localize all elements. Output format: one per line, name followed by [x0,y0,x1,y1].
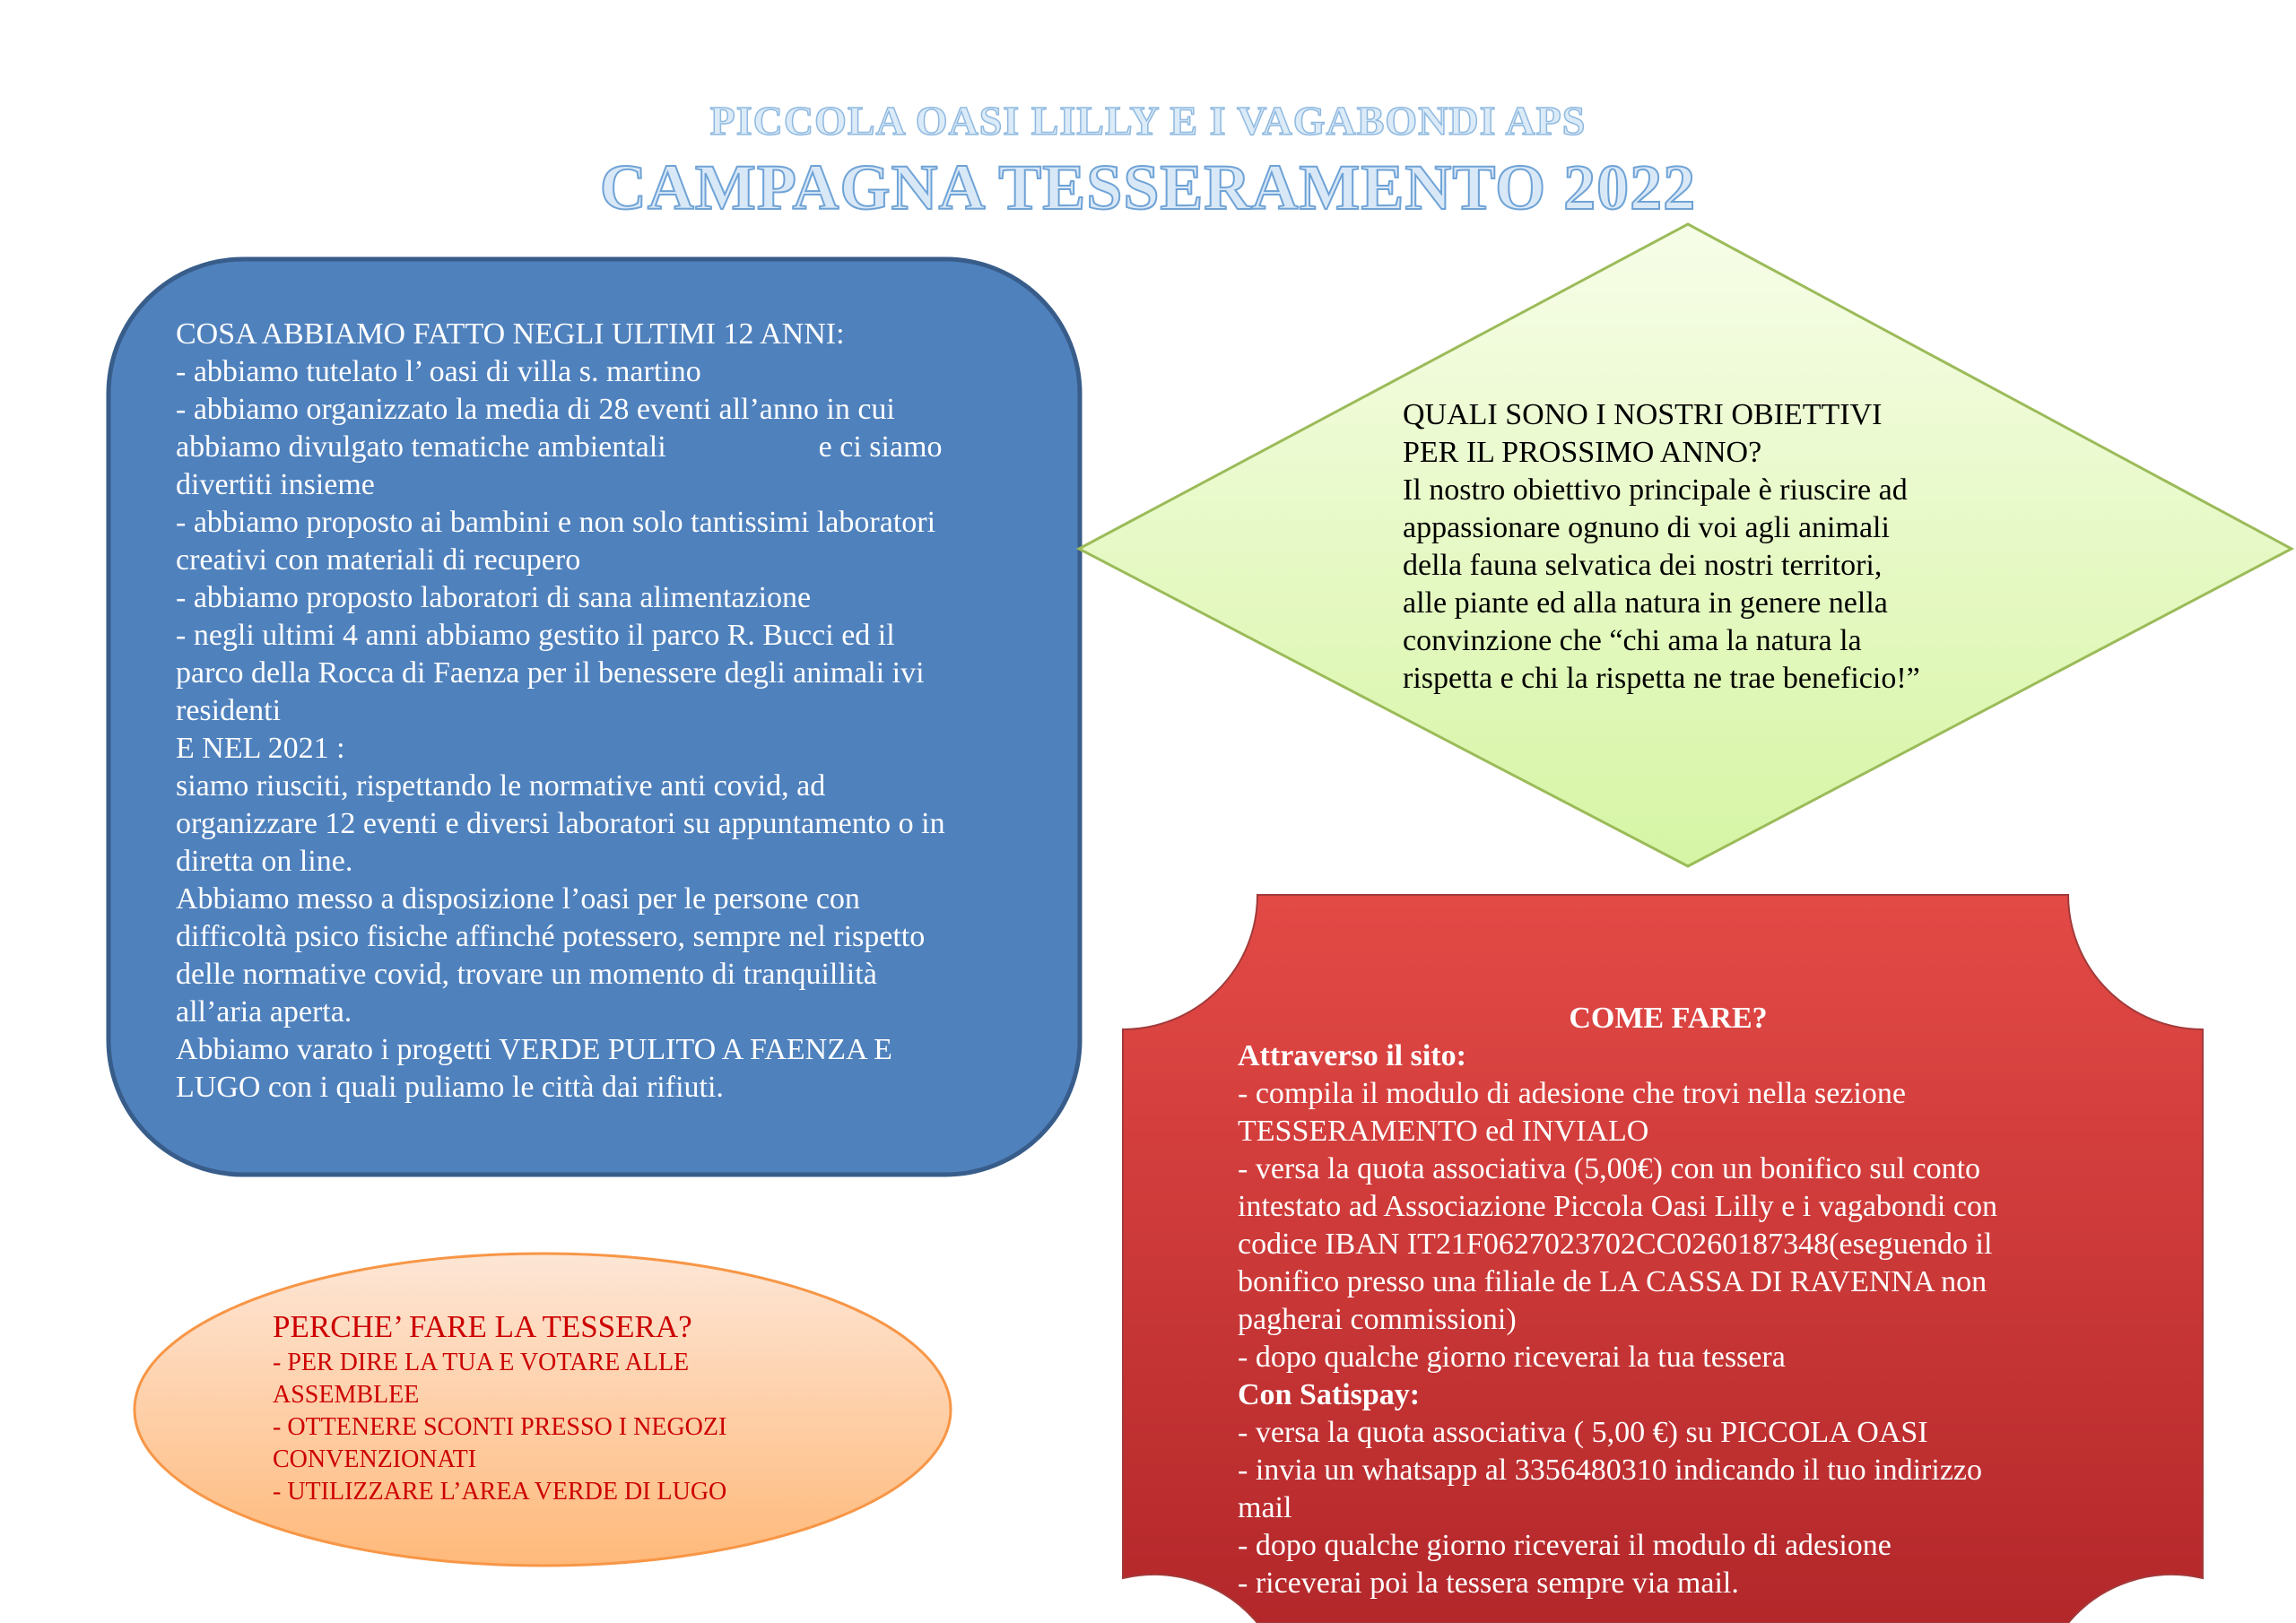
green-box-text [1403,396,1977,698]
text-line: codice IBAN IT21F0627023702CC0260187348(eseguendo il [1238,1228,1993,1261]
text-line: E NEL 2021 : [176,732,345,765]
text-line: all’aria aperta. [176,995,352,1028]
text-line: pagherai commissioni) [1238,1303,1517,1336]
text-line: - versa la quota associativa ( 5,00 €) su PICCOLA OASI [1238,1416,1928,1449]
blue-box-text [176,316,1019,1107]
text-line: PER IL PROSSIMO ANNO? [1403,436,1762,469]
text-line [176,429,1019,466]
text-line: Il nostro obiettivo principale è riuscire ad [1403,473,1908,507]
text-line: Abbiamo varato i progetti VERDE PULITO A FAENZA E [176,1033,892,1066]
text-line: - dopo qualche giorno riceverai la tua tessera [1238,1341,1786,1374]
satispay-label: Con Satispay: [1238,1378,1421,1411]
text-line: della fauna selvatica dei nostri territori, [1403,549,1883,582]
text-line: bonifico presso una filiale de LA CASSA DI RAVENNA non [1238,1265,1987,1298]
text-line: rispetta e chi la rispetta ne trae beneficio!” [1403,662,1920,695]
text-line: divertiti insieme [176,468,375,501]
text-line: - negli ultimi 4 anni abbiamo gestito il parco R. Bucci ed il [176,619,895,652]
text-line: - abbiamo proposto ai bambini e non solo tantissimi laboratori [176,506,936,539]
text-line: Abbiamo messo a disposizione l’oasi per le persone con [176,882,860,916]
text-line: ASSEMBLEE [273,1381,420,1409]
text-line: - OTTENERE SCONTI PRESSO I NEGOZI [273,1413,727,1441]
text-line: CONVENZIONATI [273,1445,477,1473]
text-line: difficoltà psico fisiche affinché potessero, sempre nel rispetto [176,920,926,953]
text-line: - invia un whatsapp al 3356480310 indicando il tuo indirizzo [1238,1454,1983,1487]
text-line: siamo riusciti, rispettando le normative anti covid, ad [176,769,826,803]
text-line: - compila il modulo di adesione che trovi nella sezione [1238,1077,1906,1110]
red-box-heading: COME FARE? [1569,1002,1768,1035]
text-line: intestato ad Associazione Piccola Oasi Lilly e i vagabondi con [1238,1190,1997,1223]
text-line: delle normative covid, trovare un momento di tranquillità [176,958,877,991]
text-line: - versa la quota associativa (5,00€) con un bonifico sul conto [1238,1152,1981,1185]
text-line: QUALI SONO I NOSTRI OBIETTIVI [1403,398,1883,431]
campaign-title: CAMPAGNA TESSERAMENTO 2022 [599,152,1697,223]
text-line: appassionare ognuno di voi agli animali [1403,511,1890,544]
text-line: LUGO con i quali puliamo le città dai rifiuti. [176,1071,724,1104]
text-line: creativi con materiali di recupero [176,543,581,577]
text-line: COSA ABBIAMO FATTO NEGLI ULTIMI 12 ANNI: [176,317,845,351]
text-line: - dopo qualche giorno riceverai il modulo di adesione [1238,1529,1892,1562]
red-box-text [1238,1000,2099,1602]
text-line: alle piante ed alla natura in genere nella [1403,586,1888,620]
text-line: residenti [176,694,282,727]
text-line: - abbiamo tutelato l’ oasi di villa s. martino [176,355,701,388]
site-label: Attraverso il sito: [1238,1039,1466,1072]
org-title: PICCOLA OASI LILLY E I VAGABONDI APS [709,98,1587,143]
text-line: TESSERAMENTO ed INVIALO [1238,1115,1649,1148]
text-line: convinzione che “chi ama la natura la [1403,624,1862,657]
text-line: diretta on line. [176,845,353,878]
text-line: - UTILIZZARE L’AREA VERDE DI LUGO [273,1478,727,1506]
text-line: organizzare 12 eventi e diversi laboratori su appuntamento o in [176,807,945,840]
text-line: - riceverai poi la tessera sempre via mail. [1238,1567,1739,1600]
text-line: mail [1238,1491,1292,1524]
text-line: - abbiamo proposto laboratori di sana alimentazione [176,581,812,614]
text-fragment: abbiamo divulgato tematiche ambientali [176,430,666,464]
orange-box-heading: PERCHE’ FARE LA TESSERA? [273,1309,692,1344]
text-line: parco della Rocca di Faenza per il benessere degli animali ivi [176,656,925,690]
text-line: - abbiamo organizzato la media di 28 eventi all’anno in cui [176,393,895,426]
text-fragment: e ci siamo [818,430,943,464]
orange-box-text [273,1307,811,1508]
text-line: - PER DIRE LA TUA E VOTARE ALLE [273,1349,690,1376]
